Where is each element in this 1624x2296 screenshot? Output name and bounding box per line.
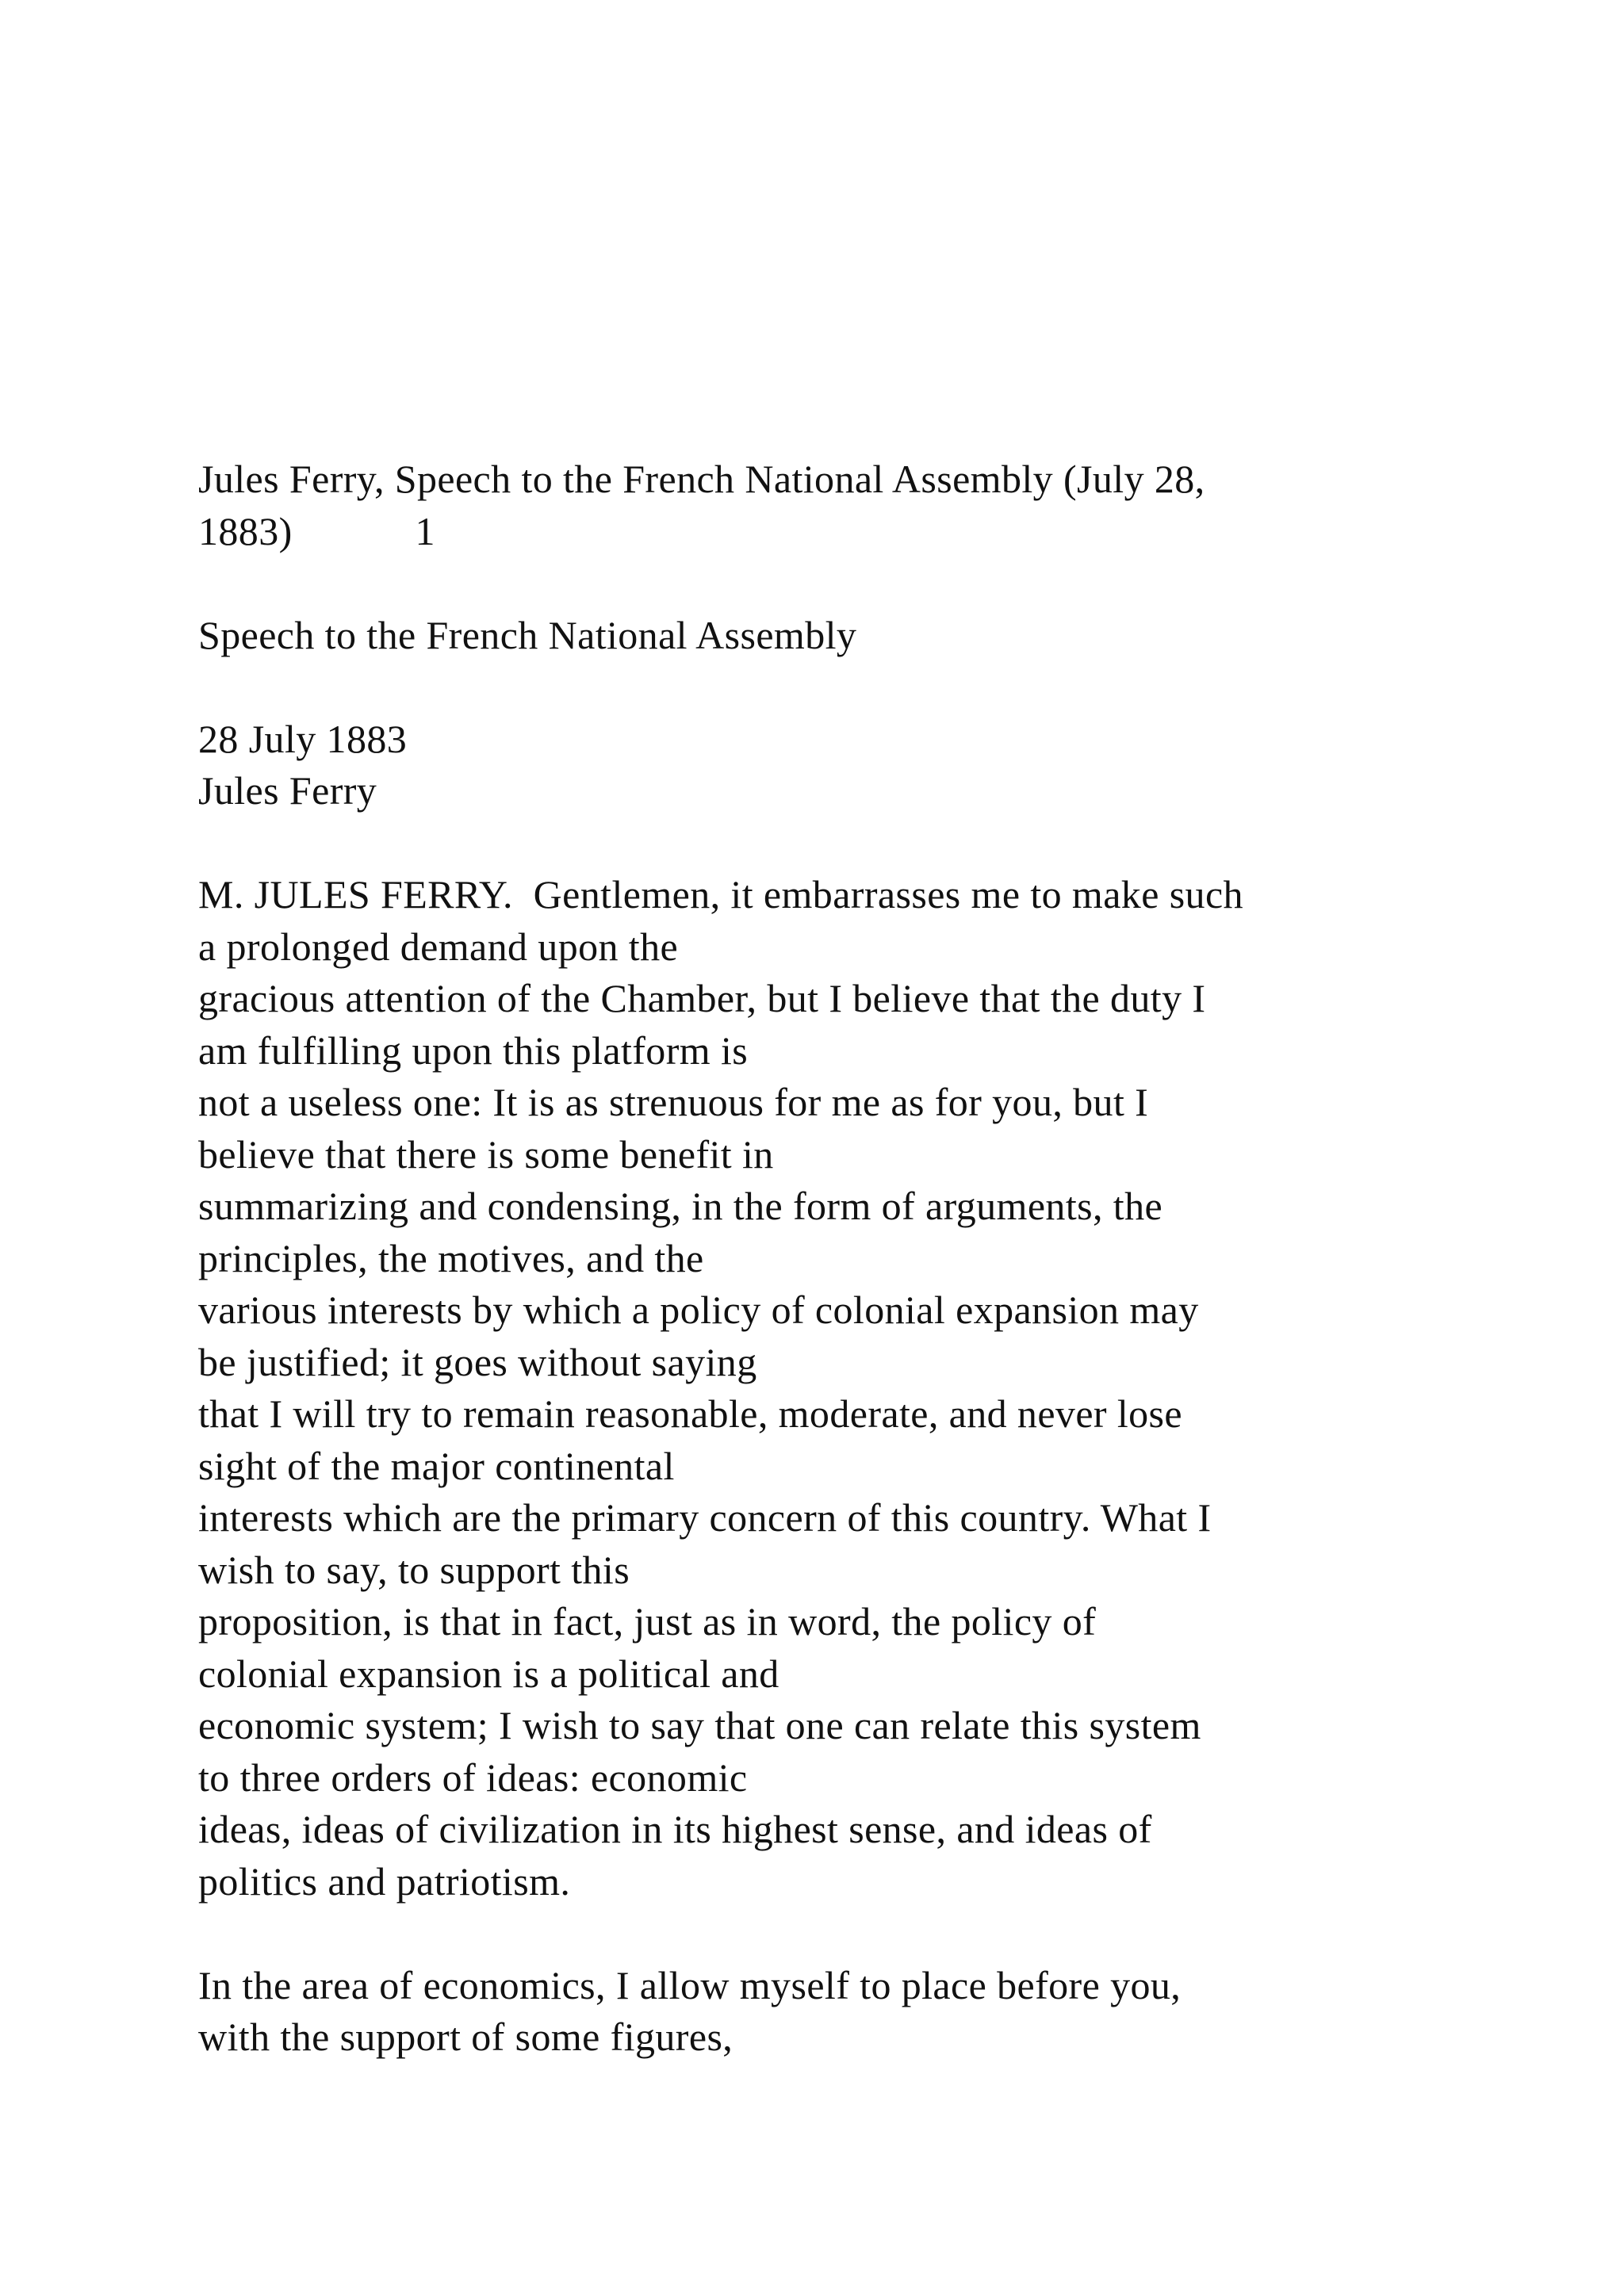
paragraph-line: colonial expansion is a political and — [198, 1651, 779, 1696]
spacer — [198, 661, 1546, 714]
paragraph-line: proposition, is that in fact, just as in word, the policy of — [198, 1599, 1097, 1644]
paragraph-line: summarizing and condensing, in the form of arguments, the — [198, 1184, 1163, 1228]
paragraph-line: with the support of some figures, — [198, 2015, 733, 2059]
spacer — [198, 557, 1546, 610]
document-author: Jules Ferry — [198, 768, 377, 813]
paragraph-line: be justified; it goes without saying — [198, 1339, 757, 1384]
paragraph-line: wish to say, to support this — [198, 1547, 630, 1592]
header-line: 1883) 1 — [198, 508, 435, 553]
spacer — [198, 817, 1546, 870]
paragraph-line: sight of the major continental — [198, 1443, 675, 1488]
paragraph-line: economic system; I wish to say that one can relate this system — [198, 1703, 1201, 1747]
paragraph-line: politics and patriotism. — [198, 1858, 571, 1904]
document-title: Speech to the French National Assembly — [198, 612, 857, 657]
paragraph-line: believe that there is some benefit in — [198, 1131, 774, 1177]
document-date: 28 July 1883 — [198, 716, 408, 761]
paragraph-line: that I will try to remain reasonable, moderate, and never lose — [198, 1391, 1183, 1436]
paragraph-line: various interests by which a policy of colonial expansion may — [198, 1288, 1199, 1332]
paragraph-line: interests which are the primary concern of this country. What I — [198, 1495, 1212, 1540]
paragraph-line: a prolonged demand upon the — [198, 924, 679, 969]
paragraph-line: am fulfilling upon this platform is — [198, 1027, 749, 1073]
body-paragraph — [198, 869, 1546, 1908]
paragraph-line: M. JULES FERRY. Gentlemen, it embarrasses me to make such — [198, 872, 1243, 916]
header-line: Jules Ferry, Speech to the French National Assembly (July 28, — [198, 457, 1205, 501]
paragraph-line: ideas, ideas of civilization in its highest sense, and ideas of — [198, 1807, 1152, 1851]
paragraph-line: gracious attention of the Chamber, but I believe that the duty I — [198, 976, 1206, 1020]
paragraph-line: not a useless one: It is as strenuous for me as for you, but I — [198, 1080, 1149, 1124]
body-paragraph — [198, 1960, 1546, 2064]
document-page — [198, 453, 1546, 2064]
running-header — [198, 453, 1546, 557]
paragraph-line: principles, the motives, and the — [198, 1235, 704, 1280]
paragraph-line: to three orders of ideas: economic — [198, 1755, 748, 1800]
spacer — [198, 1908, 1546, 1960]
paragraph-line: In the area of economics, I allow myself to place before you, — [198, 1962, 1182, 2007]
